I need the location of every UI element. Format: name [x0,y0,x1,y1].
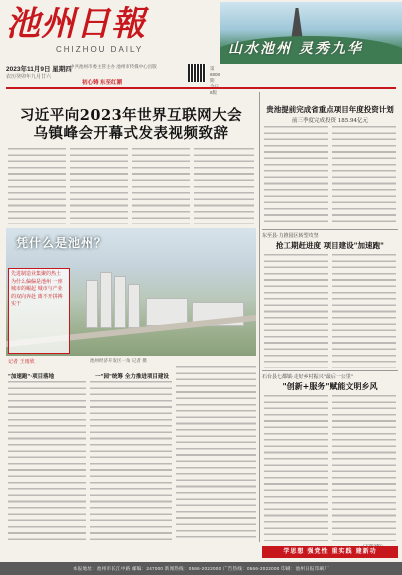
publisher-line: 中共池州市委主管主办 池州市传媒中心出版 [70,64,157,69]
lead-headline-line2: 乌镇峰会开幕式发表视频致辞 [33,125,229,142]
story-divider [262,229,398,230]
masthead-rule [6,87,396,89]
lead-headline-line1: 习近平向2023年世界互联网大会 [19,107,243,124]
story3-headline[interactable]: "创新+服务"赋能文明乡风 [282,381,378,391]
newspaper-logo: 池州日報 [6,4,146,44]
issue-info-bar [6,64,221,95]
story1-body-right [332,126,396,226]
story2-body-right [332,254,396,368]
story3-body-right [332,395,396,541]
lead-article-col4 [194,148,254,224]
building-shape [128,284,140,328]
newspaper-logo-english: CHIZHOU DAILY [56,45,144,54]
story2-kicker: 东至县·力推园区转型攻坚 [262,233,319,239]
feature-byline: 记者 王雨欣 [8,359,35,365]
story2-headline[interactable]: 抢工期赶进度 项目建设"加速跑" [276,241,384,250]
masthead [0,0,402,95]
feature-poem: 先进制造业集聚的热土 为什么偏偏是池州 一座城市的崛起 城市与产业的双向奔赴 离不开拼搏实干 [8,268,70,354]
lower-mid-heading[interactable]: 一"园"统筹 全力推进项目建设 [95,374,169,380]
banner-slogan: 山水池州 灵秀九华 [228,41,363,57]
story1-body-left [264,126,328,226]
column-divider [259,92,260,542]
issue-date: 2023年11月9日 星期四 [6,66,72,73]
story1-subhead: 前三季度完成投资 185.94亿元 [292,118,368,124]
qr-code-icon [188,64,206,82]
issue-number: 第 8808 期 8版 [210,66,221,95]
lower-body-col1 [8,381,86,541]
story2-body-left [264,254,328,368]
lower-body-col2 [90,381,172,541]
photo-caption: 池州经济开发区一角 记者 摄 [90,359,147,364]
story1-headline[interactable]: 贵池提前完成省重点项目年度投资计划 [266,105,394,114]
column-tag: 初心铸 东至红潮 [82,80,123,86]
building-shape [114,276,126,328]
slogan-banner: 学思想 强党性 重实践 建新功 [262,546,398,558]
story-divider [262,370,398,371]
building-shape [86,280,98,328]
page-footer: 本报地址：池州市长江中路 邮编：247000 新闻热线：0566-2022000 广告热线：0566-2022000 印刷：池州日报印刷厂 [0,562,402,575]
scenery-banner [220,2,402,64]
lunar-date: 农历癸卯年九月廿六 [6,74,52,80]
lead-article-col3 [132,148,190,224]
lead-headline[interactable] [6,107,256,143]
lead-article-col1 [8,148,66,224]
lower-body-col3 [176,366,256,541]
lower-left-heading[interactable]: "加速跑"·项目落地 [8,374,55,380]
lead-article-col2 [70,148,128,224]
photo-title: 凭什么是池州？ [16,236,108,250]
story3-kicker: 石台县七都镇·走好乡村振兴"最后一公里" [262,374,354,380]
building-shape [100,272,112,328]
story3-body-left [264,395,328,541]
